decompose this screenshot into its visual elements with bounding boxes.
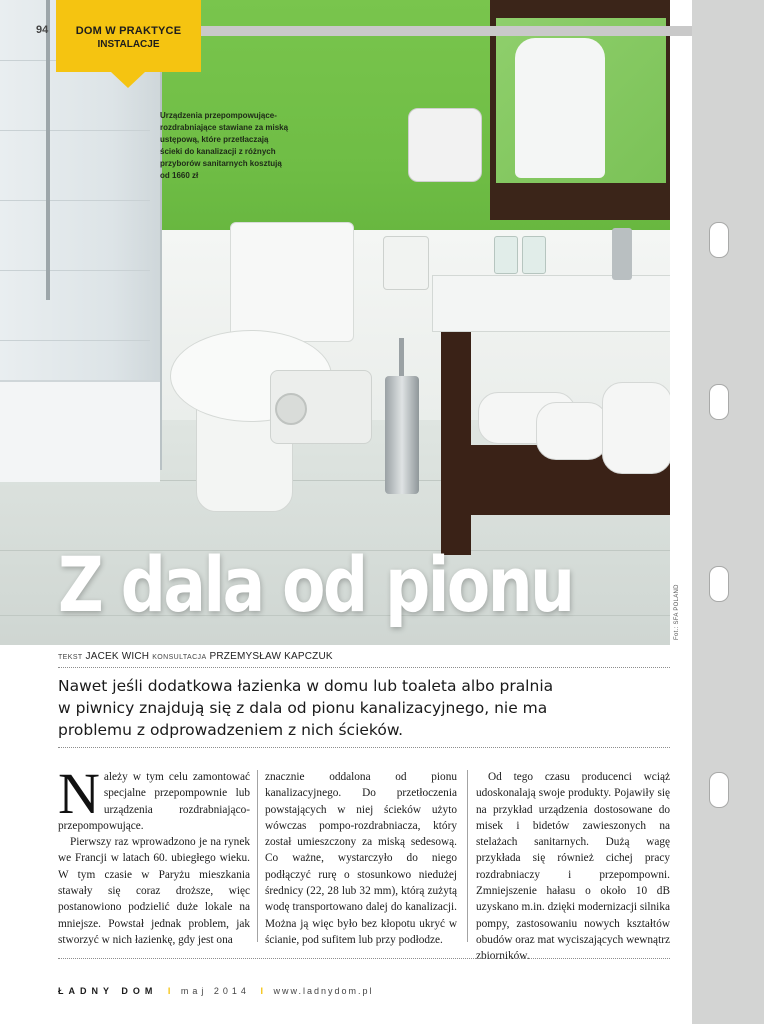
magazine-url[interactable]: www.ladnydom.pl	[273, 986, 374, 996]
body-column-2	[265, 769, 457, 948]
section-title: DOM W PRAKTYCE	[75, 25, 182, 37]
binder-sidebar	[692, 0, 764, 1024]
article-headline: Z dala od pionu	[58, 540, 573, 629]
binder-hole	[709, 772, 729, 808]
vanity-leg	[441, 305, 471, 555]
byline-consult-label: KONSULTACJA	[152, 654, 207, 661]
section-subtitle: INSTALACJE	[97, 39, 160, 50]
binder-hole	[709, 566, 729, 602]
divider	[58, 667, 670, 668]
bathrobe	[515, 38, 605, 178]
pump-outlet	[275, 393, 307, 425]
washbasin	[432, 275, 670, 332]
towel	[536, 402, 608, 460]
issue-date: maj 2014	[180, 986, 250, 996]
lead-paragraph: Nawet jeśli dodatkowa łazienka w domu lub toaleta albo pralnia w piwnicy znajdują się z dala od pionu kanalizacyjnego, nie ma problemu z odprowadzeniem z nich ścieków.	[58, 677, 554, 739]
toilet-brush-handle	[399, 338, 404, 378]
footer-separator: I	[260, 986, 263, 996]
hair-dryer	[408, 108, 482, 182]
byline-text-label: TEKST	[58, 654, 83, 661]
tag-arrow	[111, 72, 145, 88]
body-paragraph: Pierwszy raz wprowadzono je na rynek we Francji w latach 60. ubiegłego wieku. W tym czasie w Paryżu mieszkania stawały się coraz droższe, więc postanowiono podzielić duże lokale na mniejsze. Powstał jednak problem, jak stworzyć w nich łazienkę, gdy jest ona	[58, 836, 250, 946]
faucet	[612, 228, 632, 280]
shower-tray	[0, 380, 160, 482]
toilet-cistern	[230, 222, 354, 342]
column-separator	[257, 770, 258, 942]
toilet-paper-holder	[383, 236, 429, 290]
binder-hole	[709, 384, 729, 420]
drop-cap: N	[58, 761, 100, 826]
footer-rule	[58, 958, 670, 959]
header-rule	[200, 26, 692, 36]
body-paragraph: ależy w tym celu zamontować specjalne przepompownie lub urządzenia rozdrabniająco-przepompowujące.	[58, 771, 250, 832]
towel	[602, 382, 670, 474]
column-separator	[467, 770, 468, 942]
body-column-3	[476, 769, 670, 965]
divider	[58, 747, 670, 748]
photo-caption: Urządzenia przepompowujące- rozdrabniające stawiane za miską ustępową, które przetłaczają ścieki do kanalizacji z różnych przyborów sanitarnych kosztują od 1660 zł	[160, 111, 289, 180]
page-number: 94	[36, 24, 49, 36]
magazine-brand: ŁADNY DOM	[58, 986, 158, 996]
binder-hole	[709, 222, 729, 258]
byline-author: JACEK WICH	[85, 651, 150, 662]
body-paragraph: znacznie oddalona od pionu kanalizacyjnego. Do przetłoczenia powstających w niej ścieków użyto wówczas pompo-rozdrabniacza, który został umieszczony za miską sedesową. Co ważne, wystarczyło do niego podłączyć rurę o stosunkowo niedużej średnicy (22, 28 lub 32 mm), którą zużytą wodę transportowano dalej do kanalizacji. Można ją więc było bez kłopotu ukryć w ścianie, pod sufitem lub przy podłodze.	[265, 771, 457, 946]
glass	[522, 236, 546, 274]
footer-separator: I	[167, 986, 171, 996]
photo-credit: Fot.: SFA POLAND	[674, 584, 680, 640]
byline	[58, 651, 333, 662]
body-column-1	[58, 761, 250, 948]
toilet-brush	[385, 376, 419, 494]
byline-consultant: PRZEMYSŁAW KAPCZUK	[209, 651, 333, 662]
body-paragraph: Od tego czasu producenci wciąż udoskonalają swoje produkty. Pojawiły się na przykład urządzenia dostosowane do misek i bidetów zawieszonych na stelażach sanitarnych. Dużą wagę przykłada się również cichej pracy rozdrabniaczy i przepompowni. Zmniejszenie hałasu o około 10 dB uzyskano m.in. dzięki modernizacji silnika pompy, zastosowaniu nowych kształtów obudów oraz mat wyciszających wewnątrz zbiorników.	[476, 771, 670, 963]
page-footer	[58, 986, 374, 996]
shower-pipe	[46, 0, 50, 300]
section-tag	[56, 0, 201, 72]
glass	[494, 236, 518, 274]
